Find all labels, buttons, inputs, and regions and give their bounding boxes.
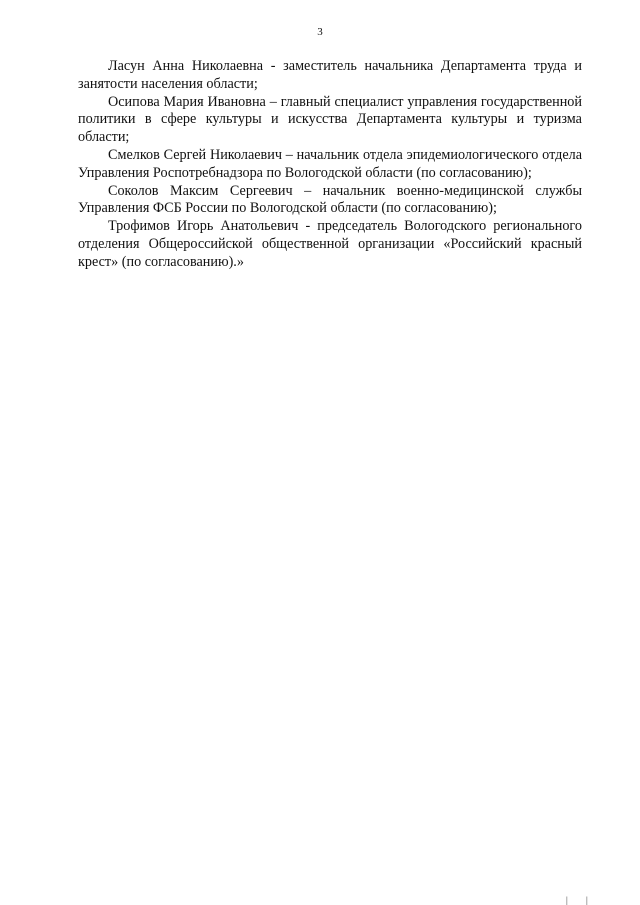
paragraph-trofimov: Трофимов Игорь Анатольевич - председатель Вологодского регионального отделения Общероссийской общественной организации «Российский красный крест» (по согласованию).» xyxy=(78,218,582,270)
paragraph-smelkov: Смелков Сергей Николаевич – начальник отдела эпидемиологического отдела Управления Роспотребнадзора по Вологодской области (по согласованию); xyxy=(78,146,582,181)
paragraph-lasun: Ласун Анна Николаевна - заместитель начальника Департамента труда и занятости населения области; xyxy=(78,58,582,92)
page-number: 3 xyxy=(317,26,323,38)
paragraph-sokolov: Соколов Максим Сергеевич – начальник военно-медицинской службы Управления ФСБ России по Вологодской области (по согласованию); xyxy=(78,182,582,217)
scan-corner-mark: | | xyxy=(566,895,596,905)
document-body xyxy=(78,58,582,272)
paragraph-osipova: Осипова Мария Ивановна – главный специалист управления государственной политики в сфере культуры и искусства Департамента культуры и туризма области; xyxy=(78,93,582,146)
